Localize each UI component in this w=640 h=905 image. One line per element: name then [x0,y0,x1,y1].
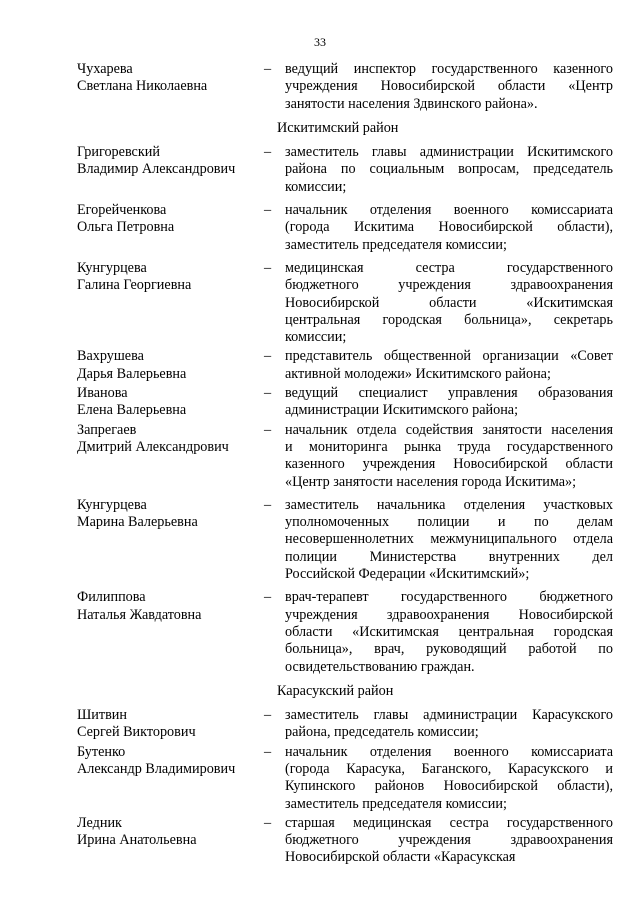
position-line: медицинская сестра государственного [285,259,613,276]
member-given-names: Марина Валерьевна [77,514,198,531]
commission-member [0,497,640,583]
position-line: врач-терапевт государственного бюджетного [285,589,613,606]
position-line: несовершеннолетних межмуниципального отдела [285,531,613,548]
position-line: учреждения Новосибирской области «Центр [285,78,613,95]
district-heading: Карасукский район [277,682,394,699]
position-line: ведущий инспектор государственного казенного [285,61,613,77]
dash-separator: – [264,259,272,276]
dash-separator: – [264,385,272,402]
member-name [77,497,257,532]
member-position [285,497,613,583]
member-name [77,589,257,624]
position-line: уполномоченных полиции и по делам [285,514,613,531]
member-name [77,385,257,420]
member-given-names: Ольга Петровна [77,219,175,236]
position-line: «Центр занятости населения города Искитима»; [285,473,577,490]
position-line: заместитель председателя комиссии; [285,795,507,812]
member-name [77,422,257,457]
dash-separator: – [264,496,272,513]
position-line: начальник отделения военного комиссариата [285,743,613,760]
dash-separator: – [264,202,272,219]
position-line: заместитель главы администрации Искитимского [285,144,613,161]
commission-member [0,589,640,675]
member-surname: Кунгурцева [77,259,147,276]
member-position [285,348,613,383]
member-surname: Ледник [77,814,122,831]
commission-member [0,707,640,742]
member-given-names: Сергей Викторович [77,724,196,741]
dash-separator: – [264,348,272,365]
position-line: казенного учреждения Новосибирской области [285,456,613,473]
commission-member [0,422,640,491]
commission-member [0,815,640,867]
member-name [77,144,257,179]
member-name [77,61,257,96]
position-line: заместитель председателя комиссии; [285,236,507,253]
position-line: и мониторинга рынка труда государственного [285,438,613,455]
commission-member [0,348,640,383]
dash-separator: – [264,61,272,77]
member-surname: Егорейченкова [77,202,167,219]
page-number: 33 [314,35,326,49]
dash-separator: – [264,421,272,438]
member-given-names: Александр Владимирович [77,760,236,777]
member-position [285,744,613,813]
position-line: заместитель главы администрации Карасукского [285,707,613,724]
member-name [77,348,257,383]
position-line: района по социальным вопросам, председатель [285,161,613,178]
position-line: начальник отдела содействия занятости населения [285,421,613,438]
member-surname: Вахрушева [77,348,144,365]
position-line: Новосибирской области «Карасукская [285,849,516,866]
member-position [285,202,613,254]
member-name [77,744,257,779]
member-given-names: Галина Георгиевна [77,277,192,294]
position-line: Новосибирской области «Искитимская [285,294,613,311]
dash-separator: – [264,144,272,161]
dash-separator: – [264,707,272,724]
position-line: активной молодежи» Искитимского района; [285,365,551,382]
position-line: центральная городская больница», секретарь [285,311,613,328]
position-line: Купинского районов Новосибирской области), [285,778,613,795]
dash-separator: – [264,743,272,760]
member-position [285,144,613,196]
member-surname: Бутенко [77,743,126,760]
member-name [77,202,257,237]
position-line: занятости населения Здвинского района». [285,95,538,112]
document-body [0,61,640,867]
position-line: представитель общественной организации «Совет [285,348,613,365]
dash-separator: – [264,814,272,831]
position-line: (города Карасука, Баганского, Карасукского и [285,760,613,777]
position-line: бюджетного учреждения здравоохранения [285,277,613,294]
position-line: старшая медицинская сестра государственного [285,814,613,831]
member-position [285,385,613,420]
member-given-names: Светлана Николаевна [77,78,208,95]
commission-member [0,61,640,113]
member-surname: Шитвин [77,707,127,724]
commission-member [0,144,640,196]
member-given-names: Владимир Александрович [77,161,236,178]
position-line: администрации Искитимского района; [285,402,519,419]
member-position [285,815,613,867]
position-line: начальник отделения военного комиссариата [285,202,613,219]
position-line: комиссии; [285,178,347,195]
commission-member [0,385,640,420]
position-line: учреждения здравоохранения Новосибирской [285,606,613,623]
position-line: больница», врач, руководящий работой по [285,641,613,658]
member-surname: Запрегаев [77,421,137,438]
member-name [77,260,257,295]
member-given-names: Ирина Анатольевна [77,832,197,849]
member-surname: Григоревский [77,144,160,161]
position-line: заместитель начальника отделения участковых [285,496,613,513]
member-name [77,707,257,742]
member-surname: Чухарева [77,61,133,77]
position-line: ведущий специалист управления образования [285,385,613,402]
member-position [285,61,613,113]
commission-member [0,260,640,346]
member-name [77,815,257,850]
member-position [285,589,613,675]
member-position [285,422,613,491]
commission-member [0,202,640,254]
position-line: (города Искитима Новосибирской области), [285,219,613,236]
position-line: Российской Федерации «Искитимский»; [285,566,530,583]
member-given-names: Елена Валерьевна [77,402,187,419]
member-given-names: Наталья Жавдатовна [77,606,202,623]
member-given-names: Дарья Валерьевна [77,365,187,382]
position-line: области «Искитимская центральная городская [285,623,613,640]
member-position [285,260,613,346]
member-surname: Филиппова [77,589,146,606]
member-position [285,707,613,742]
position-line: бюджетного учреждения здравоохранения [285,832,613,849]
district-heading: Искитимский район [277,119,399,136]
position-line: комиссии; [285,329,347,346]
dash-separator: – [264,589,272,606]
position-line: района, председатель комиссии; [285,724,479,741]
position-line: полиции Министерства внутренних дел [285,548,613,565]
position-line: освидетельствованию граждан. [285,658,475,675]
member-surname: Кунгурцева [77,496,147,513]
commission-member [0,744,640,813]
member-surname: Иванова [77,385,128,402]
member-given-names: Дмитрий Александрович [77,438,229,455]
